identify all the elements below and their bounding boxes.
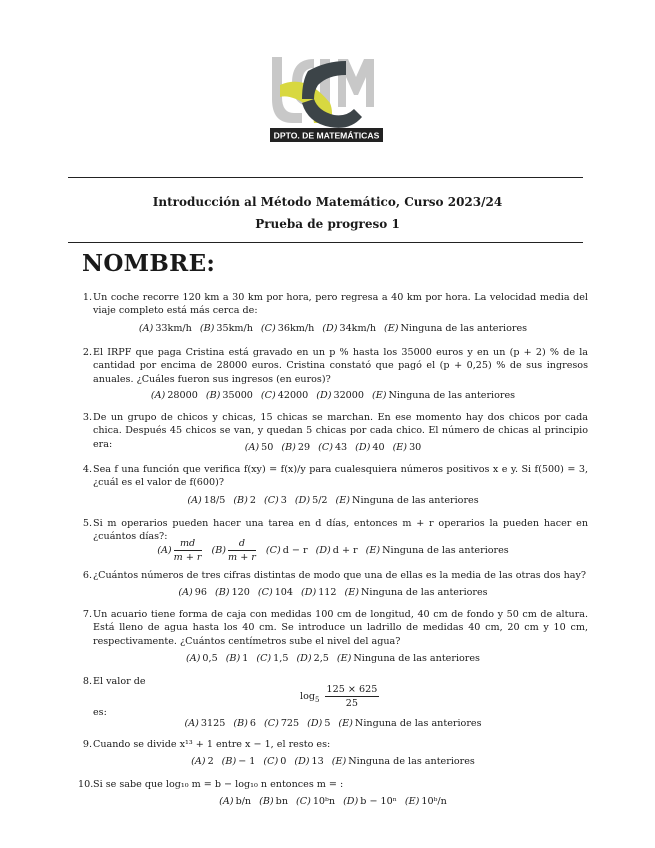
fraction-denominator: m + r [228,552,256,563]
option-text: 29 [297,442,311,453]
option-text: 28000 [167,390,198,401]
option-d [294,756,323,767]
option-text: − 1 [238,756,256,767]
option-text: 34km/h [339,323,376,334]
option-b [222,756,256,767]
option-text: 35000 [222,390,253,401]
option-label: (B) [205,390,221,401]
option-label: (D) [294,756,310,767]
option-c [296,796,335,807]
options-5 [78,538,588,563]
option-text: b − 10ⁿ [360,796,397,807]
option-text: d + r [332,545,358,556]
option-e [332,756,475,767]
option-text: Ninguna de las anteriores [388,390,516,401]
options-10 [78,796,588,807]
option-label: (C) [260,323,276,334]
option-text: 112 [318,587,337,598]
option-label: (D) [315,545,331,556]
option-label: (B) [221,756,237,767]
option-text: Ninguna de las anteriores [352,495,479,506]
option-label: (B) [199,323,215,334]
option-c [261,323,314,334]
option-b [200,323,253,334]
option-text: 40 [372,442,385,453]
option-a [157,538,203,563]
option-label: (D) [316,390,332,401]
option-label: (D) [343,796,359,807]
option-c [264,718,299,729]
option-a [186,653,218,664]
option-e [345,587,488,598]
question-1: 1. Un coche recorre 120 km a 30 km por hora, pero regresa a 40 km por hora. La velocidad media del viaje completo está más cerca de: [82,292,588,317]
option-label: (A) [150,390,166,401]
department-logo [268,55,385,145]
option-label: (C) [263,495,279,506]
option-label: (A) [187,495,202,506]
option-c [258,587,293,598]
option-text: Ninguna de las anteriores [382,545,509,556]
option-text: b/n [235,796,252,807]
option-label: (B) [259,796,274,807]
option-label: (D) [301,587,317,598]
option-text: 3 [280,495,287,506]
log-denominator: 25 [345,698,359,709]
option-b [259,796,288,807]
option-text: 2,5 [313,653,329,664]
options-6 [78,587,588,598]
option-label: (B) [215,587,230,598]
option-text: Ninguna de las anteriores [353,653,480,664]
option-label: (C) [263,756,279,767]
option-e [384,323,527,334]
option-label: (B) [233,718,248,729]
question-7: 7. Un acuario tiene forma de caja con medidas 100 cm de longitud, 40 cm de fondo y 50 cm de altura. Está lleno de agua hasta los 40 cm. Se introduce un ladrillo de medidas 40 cm, 20 cm y 10 cm, respectivamente. ¿Cuántos centímetros sube el nivel del agua? [82,609,588,647]
fraction-numerator: d [228,538,256,551]
option-text: Ninguna de las anteriores [400,323,528,334]
bottom-rule [68,242,583,243]
option-text: 120 [231,587,250,598]
option-d [296,653,328,664]
option-b [233,718,256,729]
option-e [372,390,515,401]
options-2 [78,390,588,401]
option-c [261,390,308,401]
option-label: (E) [336,653,352,664]
question-8-tail: es: [93,707,107,718]
question-10: 10. Si se sabe que log₁₀ m = b − log₁₀ n entonces m = : [78,779,344,790]
option-e [337,653,480,664]
option-text: 1 [242,653,249,664]
options-4 [78,495,588,506]
option-b [226,653,249,664]
option-d [316,545,358,556]
option-d [295,495,328,506]
option-fraction [228,538,256,563]
option-b [233,495,256,506]
option-label: (C) [265,545,281,556]
option-label: (B) [233,495,248,506]
option-label: (A) [157,545,172,556]
option-text: Ninguna de las anteriores [354,718,482,729]
course-title: Introducción al Método Matemático, Curso 2023/24 [152,195,503,209]
option-a [178,587,207,598]
option-label: (B) [225,653,241,664]
option-d [355,442,384,453]
question-8: 8. El valor de [82,676,146,687]
options-3 [78,442,588,453]
test-title: Prueba de progreso 1 [255,217,400,231]
option-label: (D) [296,653,312,664]
options-7 [78,653,588,664]
option-b [211,538,258,563]
option-c [256,653,288,664]
option-text: 50 [261,442,274,453]
option-text: 42000 [277,390,309,401]
option-text: 13 [311,756,324,767]
option-b [206,390,253,401]
option-d [316,390,364,401]
log-base: 5 [315,695,320,704]
option-text: 43 [334,442,348,453]
option-label: (A) [178,587,193,598]
option-label: (B) [281,442,296,453]
option-label: (C) [318,442,333,453]
option-text: 725 [280,718,300,729]
option-label: (C) [256,653,272,664]
option-text: 33km/h [155,323,192,334]
option-b [281,442,310,453]
option-d [301,587,337,598]
option-d [307,718,330,729]
option-a [187,495,225,506]
question-6: 6. ¿Cuántos números de tres cifras distintas de modo que una de ellas es la media de las otras dos hay? [82,570,587,581]
option-label: (E) [338,718,353,729]
question-4: 4. Sea f una función que verifica f(xy) = f(x)/y para cualesquiera números positivos x e y. Si f(500) = 3, ¿cuál es el valor de f(600)? [82,464,588,489]
option-text: 10ᵇ/n [421,796,447,807]
option-label: (A) [244,442,260,453]
option-label: (E) [365,545,381,556]
option-label: (A) [138,323,154,334]
options-8 [78,718,588,729]
option-text: 32000 [333,390,364,401]
option-label: (E) [372,390,387,401]
fraction-denominator: m + r [173,552,202,563]
option-text: 96 [194,587,208,598]
option-text: 104 [274,587,294,598]
log-formula [300,684,381,709]
option-b [215,587,250,598]
option-label: (A) [219,796,234,807]
option-text: 3125 [200,718,226,729]
option-text: 2 [249,495,256,506]
options-9 [78,756,588,767]
option-label: (E) [384,323,399,334]
option-text: 5/2 [312,495,328,506]
option-text: 6 [249,718,256,729]
fraction-numerator: md [174,538,202,551]
option-text: 18/5 [203,495,226,506]
option-c [264,495,287,506]
option-text: 2 [207,756,214,767]
option-a [191,756,214,767]
option-text: d − r [282,545,308,556]
option-a [151,390,198,401]
option-e [366,545,509,556]
option-text: 0,5 [202,653,218,664]
options-1 [78,323,588,334]
option-text: Ninguna de las anteriores [361,587,488,598]
option-label: (C) [260,390,276,401]
option-label: (E) [404,796,420,807]
option-e [338,718,481,729]
option-label: (E) [331,756,347,767]
name-field-label: NOMBRE: [82,250,216,277]
option-text: 36km/h [277,323,315,334]
option-a [219,796,251,807]
option-e [336,495,479,506]
option-a [184,718,225,729]
option-a [245,442,274,453]
option-label: (E) [392,442,408,453]
question-2: 2. El IRPF que paga Cristina está gravado en un p % hasta los 35000 euros y en un (p + 2) % de la cantidad por encima de 28000 euros. Cristina constató que pagó el (p + 0,25) % de sus ingresos anuales. ¿Cuáles fueron sus ingresos (en euros)? [82,347,588,385]
option-label: (C) [257,587,273,598]
option-label: (D) [322,323,338,334]
option-c [266,545,308,556]
option-label: (C) [296,796,311,807]
option-label: (C) [263,718,279,729]
top-rule [68,177,583,178]
logo-caption: DPTO. DE MATEMÁTICAS [273,130,380,141]
option-label: (D) [307,718,323,729]
option-text: Ninguna de las anteriores [348,756,475,767]
question-5: 5. Si m operarios pueden hacer una tarea en d días, entonces m + r operarios la pueden hacer en ¿cuántos días?: [82,518,588,543]
option-text: 1,5 [273,653,289,664]
option-c [318,442,347,453]
log-fraction [325,684,380,709]
option-label: (A) [184,718,199,729]
option-label: (D) [294,495,311,506]
option-text: 35km/h [216,323,253,334]
log-symbol: log [300,691,315,702]
option-text: 10ᵇn [312,796,336,807]
option-label: (E) [335,495,351,506]
option-d [322,323,376,334]
option-label: (A) [186,653,201,664]
option-a [139,323,192,334]
option-c [263,756,286,767]
option-text: 0 [280,756,287,767]
option-e [393,442,422,453]
option-text: 30 [409,442,422,453]
option-d [343,796,397,807]
option-label: (A) [191,756,206,767]
option-label: (E) [344,587,360,598]
question-3: 3. De un grupo de chicos y chicas, 15 chicas se marchan. En ese momento hay dos chicos por cada chica. Después 45 chicos se van, y quedan 5 chicas por cada chico. El número de chicas al principio era: [82,412,588,450]
log-numerator: 125 × 625 [326,684,378,695]
option-label: (D) [355,442,371,453]
option-label: (B) [211,545,227,556]
option-text: 5 [324,718,331,729]
option-text: bn [275,796,288,807]
option-fraction [174,538,202,563]
question-9: 9. Cuando se divide x¹³ + 1 entre x − 1, el resto es: [82,739,331,750]
option-e [405,796,447,807]
